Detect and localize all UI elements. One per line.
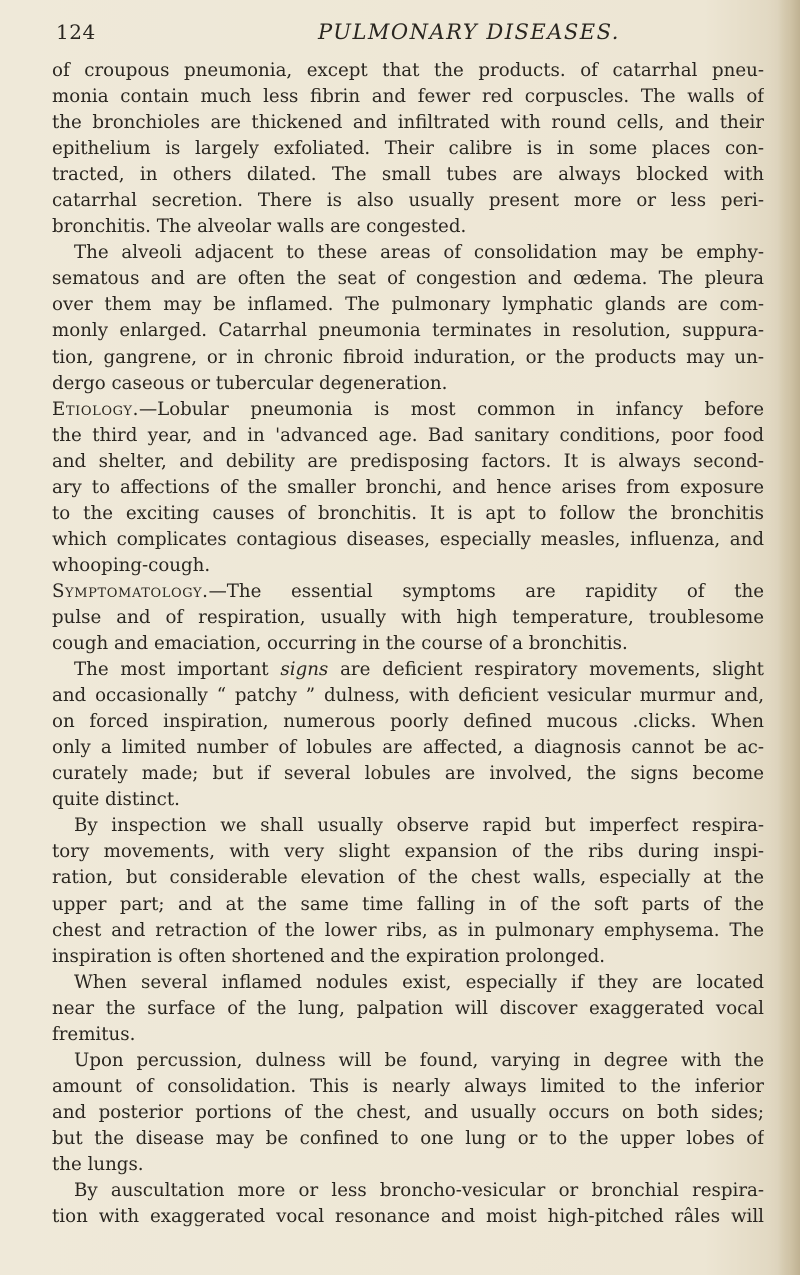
text-line: tion, gangrene, or in chronic fibroid induration, or the products may un- xyxy=(52,346,764,368)
text-line: sematous and are often the seat of congestion and œdema. The pleura xyxy=(52,268,764,290)
text-line: only a limited number of lobules are affected, a diagnosis cannot be ac- xyxy=(52,737,764,759)
text-line: near the surface of the lung, palpation will discover exaggerated vocal xyxy=(52,997,764,1019)
text-line: tracted, in others dilated. The small tubes are always blocked with xyxy=(52,164,764,186)
text-line: The alveoli adjacent to these areas of consolidation may be emphy- xyxy=(74,242,764,264)
text-line: catarrhal secretion. There is also usually present more or less peri- xyxy=(52,190,764,212)
text-line: and posterior portions of the chest, and usually occurs on both sides; xyxy=(52,1101,764,1123)
running-head: PULMONARY DISEASES. xyxy=(318,20,620,44)
text-line: which complicates contagious diseases, especially measles, influenza, and xyxy=(52,528,764,550)
text-line: over them may be inflamed. The pulmonary lymphatic glands are com- xyxy=(52,294,764,316)
emphasis-signs: signs xyxy=(280,659,329,681)
text-line: ration, but considerable elevation of the chest walls, especially at the xyxy=(52,867,764,889)
text-line: By inspection we shall usually observe rapid but imperfect respira- xyxy=(74,815,764,837)
text-line: the lungs. xyxy=(52,1153,144,1175)
text-line: on forced inspiration, numerous poorly defined mucous .clicks. When xyxy=(52,711,764,733)
text-line: the third year, and in 'advanced age. Bad sanitary conditions, poor food xyxy=(52,424,764,446)
text-line: but the disease may be confined to one lung or to the upper lobes of xyxy=(52,1127,764,1149)
text-line: Upon percussion, dulness will be found, varying in degree with the xyxy=(74,1049,764,1071)
text-line: monly enlarged. Catarrhal pneumonia terminates in resolution, suppura- xyxy=(52,320,764,342)
body-text xyxy=(52,58,764,1230)
text-line: quite distinct. xyxy=(52,789,180,811)
text-line: monia contain much less fibrin and fewer red corpuscles. The walls of xyxy=(52,86,764,108)
text-line: fremitus. xyxy=(52,1023,136,1045)
text-line: epithelium is largely exfoliated. Their calibre is in some places con- xyxy=(52,138,764,160)
text-line: tion with exaggerated vocal resonance and moist high-pitched râles will xyxy=(52,1206,764,1228)
text-line: and occasionally “ patchy ” dulness, with deficient vesicular murmur and, xyxy=(52,685,764,707)
text-line: the bronchioles are thickened and infiltrated with round cells, and their xyxy=(52,112,764,134)
text-line: of croupous pneumonia, except that the products. of catarrhal pneu- xyxy=(52,60,764,81)
text-line: inspiration is often shortened and the expiration prolonged. xyxy=(52,945,606,967)
text-line: to the exciting causes of bronchitis. It is apt to follow the bronchitis xyxy=(52,502,764,524)
section-heading-etiology: Etiology. xyxy=(52,398,139,420)
text-line: and shelter, and debility are predisposing factors. It is always second- xyxy=(52,450,764,472)
text-line: chest and retraction of the lower ribs, as in pulmonary emphysema. The xyxy=(52,919,764,941)
text-line: bronchitis. The alveolar walls are congested. xyxy=(52,216,467,238)
text-line: Symptomatology.—The essential symptoms are rapidity of the xyxy=(52,580,764,602)
text-line: tory movements, with very slight expansion of the ribs during inspi- xyxy=(52,841,764,863)
text-line: When several inflamed nodules exist, especially if they are located xyxy=(74,971,764,993)
text-line: whooping-cough. xyxy=(52,554,211,576)
text-line: upper part; and at the same time falling in of the soft parts of the xyxy=(52,893,764,915)
text-line: curately made; but if several lobules are involved, the signs become xyxy=(52,763,764,785)
page-edge-shadow xyxy=(778,0,800,1275)
page-number: 124 xyxy=(56,20,96,44)
text-line: amount of consolidation. This is nearly always limited to the inferior xyxy=(52,1075,764,1097)
section-heading-symptomatology: Symptomatology. xyxy=(52,580,209,602)
text-line: dergo caseous or tubercular degeneration. xyxy=(52,372,448,394)
text-line: The most important signs are deficient respiratory movements, slight xyxy=(74,659,764,681)
text-line: pulse and of respiration, usually with high temperature, troublesome xyxy=(52,606,764,628)
page-header xyxy=(56,18,756,52)
text-line: Etiology.—Lobular pneumonia is most common in infancy before xyxy=(52,398,764,420)
text-line: cough and emaciation, occurring in the course of a bronchitis. xyxy=(52,633,628,655)
text-line: ary to affections of the smaller bronchi, and hence arises from exposure xyxy=(52,476,764,498)
text-line: By auscultation more or less broncho-vesicular or bronchial respira- xyxy=(74,1180,764,1202)
